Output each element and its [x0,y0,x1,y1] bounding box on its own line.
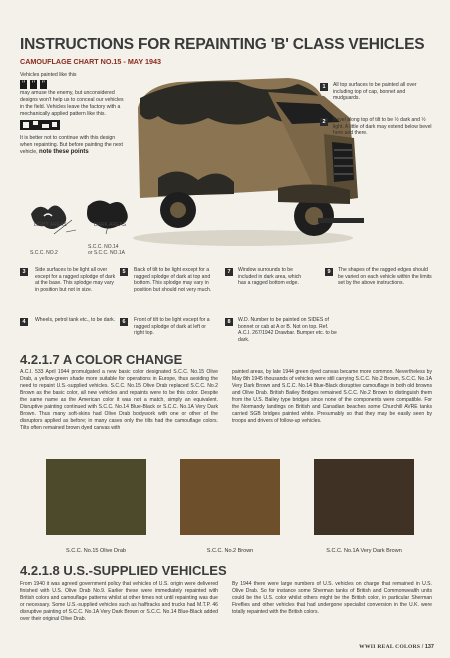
note-text: Wheels, petrol tank etc., to be dark. [35,317,116,323]
intro-line: Vehicles painted like this [20,72,77,78]
swatch-olive-drab [46,459,146,535]
note-text: Side surfaces to be light all over except for a ragged splodge of dark at the base. This splodge may vary in position but not in size. [35,267,116,293]
stencil-word: ‘’ [31,81,36,87]
mechanical-pattern-icon [20,120,128,133]
note-number-badge: 6 [120,318,128,326]
chart-subtitle: CAMOUFLAGE CHART NO.15 - MAY 1943 [20,57,161,66]
light-areas-label: LIGHT AREAS [34,222,67,228]
note-text: Window surrounds to be included in dark area, which has a ragged bottom edge. [238,267,302,287]
page-title: INSTRUCTIONS FOR REPAINTING 'B' CLASS VEHICLES [20,36,425,53]
note-number-badge: 3 [20,268,28,276]
dark-areas-label: DARK AREAS [94,222,126,228]
note-text: All top surfaces to be painted all over including top of cap, bonnet and mudguards. [333,82,417,102]
dark-caption-1: S.C.C. NO.14 [88,244,119,250]
intro-block [20,72,128,156]
swatch-label: S.C.C. No.15 Olive Drab [66,548,126,554]
note-number-badge: 8 [225,318,233,326]
section2-right-column: By 1944 there were large numbers of U.S. vehicles on charge that remained in U.S. Olive Drab. So for instance some Sherman tanks of British and Commonwealth units could be the U.S. color whilst others might be the British color, in particular Sherman Fireflies and other vehicles that had undergone specialist conversion in the U.K. were totally repainted with the British colors. [232,581,432,615]
section1-left-column: A.C.I. 533 April 1944 promulgated a new basic color designated S.C.C. No.15 Olive Drab, a yellow-green shade more suitable for operations in Europe, thus avoiding the need to repaint U.S.-supplied vehicles. S.C.C. No.15 Olive Drab replaced S.C.C. No.2 Brown as the basic color, all new vehicles and repaints were to be this color. Despite the same name as the American color it was not a match, simply an equivalent. Disruptive painting continued with S.C.C. No.14 Blue-Black or S.C.C. No.1A Very Dark Brown. Thus many soft-skins had Olive Drab bodywork with one or other of the disruptors applied as before; in many cases only the tilts had the camouflage colors. Tilts often remained brown dyed canvas with [20,369,218,431]
page-footer [359,644,434,650]
dark-caption-2: or S.C.C. NO.1A [88,250,125,256]
swatch-label: S.C.C. No.1A Very Dark Brown [326,548,402,554]
note-number-badge: 2 [320,118,328,126]
truck-illustration [118,68,368,253]
swatch-very-dark-brown [314,459,414,535]
note-number-badge: 1 [320,83,328,91]
note-number-badge: 5 [120,268,128,276]
note-number-badge: 4 [20,318,28,326]
note-text: Back of tilt to be light except for a ragged splodge of dark at top and bottom. This splodge may vary in position but should not very much. [134,267,212,293]
stencil-word: ‘’ [41,81,45,87]
section-heading-color-change: 4.2.1.7 A COLOR CHANGE [20,352,183,367]
note-number-badge: 9 [325,268,333,276]
page-number: 137 [424,644,434,650]
note-text: The shapes of the ragged edges should be varied on each vehicle within the limits set by the above instructions. [338,267,432,287]
footer-book-title: WWII REAL COLORS [359,644,421,650]
section1-right-column: painted areas, by late 1944 green dyed canvas became more common. Nevertheless by May 8th 1945 thousands of vehicles were still carrying S.C.C. No.2 Brown, S.C.C. No.1A Very Dark Brown and S.C.C. No.14 Blue-Black disruptive camouflage in both old browns and Olive Drab. British Bailey Bridges remained S.C.C. No.2 Brown to distinguish them from the U.S. Bailey type bridges since none of the components were compatible. For the Normandy landings on British and Canadian beaches some Churchill AVRE tanks carried SGB bridges painted white. Presumably so that they may be easily seen by troops and drivers of follow-up vehicles. [232,369,432,424]
light-caption: S.C.C. NO.2 [30,250,58,256]
section-heading-us-supplied: 4.2.1.8 U.S.-SUPPLIED VEHICLES [20,563,227,578]
note-number-badge: 7 [225,268,233,276]
swatch-brown [180,459,280,535]
section2-left-column: From 1940 it was agreed government policy that vehicles of U.S. origin were delivered finished with U.S. Olive Drab No.9. Earlier these were immediately repainted with British colors and camouflage patterns whilst at other times not until repainting was due or necessary. Some U.S.-supplied vehicles such as halftracks and trucks had M.T.P. 46 disruptive painting of S.C.C. No.1A Very Dark Brown or S.C.C. No.14 Blue-Black added over their original Olive Drab. [20,581,218,622]
intro-strong: note these points [39,149,89,155]
stencil-example [20,79,128,90]
intro-paragraph-2: It is better not to continue with this design when repainting. But before painting the next vehicle, [20,135,123,155]
intro-paragraph: may amuse the enemy, but unconsidered designs won't help us to conceal our vehicles in the field. Vehicles leave the factory with a mechanically applied pattern like this. [20,90,124,117]
footer-separator: / [421,644,424,650]
note-text: Front of tilt to be light except for a ragged splodge of dark at left or right top. [134,317,210,337]
stencil-word: ‘’ [22,81,26,87]
note-text: Bevel along top of tilt to be ½ dark and ½ light. A little of dark may extend below bevel here and there. [333,117,432,137]
note-text: W.D. Number to be painted on SIDES of bonnet or cab at A or B. Not on top. Ref. A.C.I. 267/1942 Drawbar. Bumper etc. to be dark. [238,317,337,343]
swatch-label: S.C.C. No.2 Brown [206,548,254,554]
